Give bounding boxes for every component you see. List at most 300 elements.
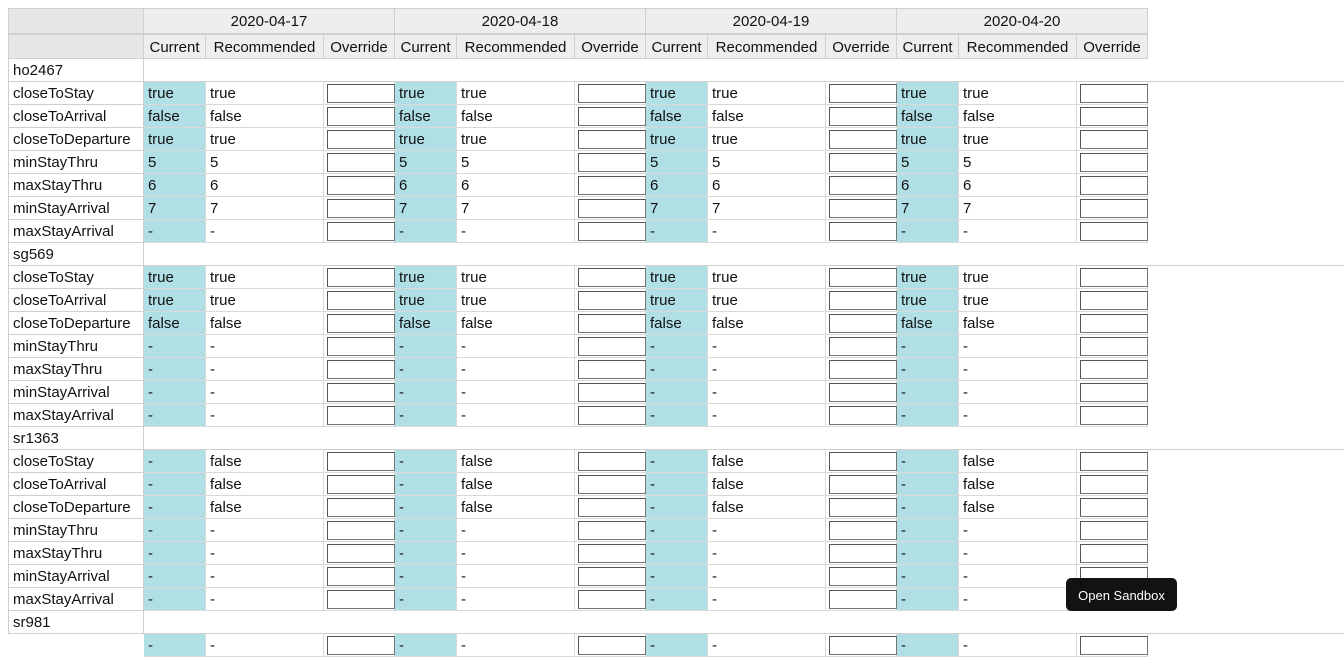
override-cell	[826, 128, 897, 151]
override-cell	[826, 220, 897, 243]
override-cell	[575, 174, 646, 197]
override-cell	[575, 450, 646, 473]
override-input[interactable]	[327, 452, 395, 471]
override-input[interactable]	[1080, 107, 1148, 126]
override-cell	[1077, 174, 1148, 197]
override-input[interactable]	[578, 360, 646, 379]
override-input[interactable]	[1080, 153, 1148, 172]
row-label: closeToArrival	[8, 473, 144, 496]
row-label: minStayArrival	[8, 381, 144, 404]
current-value: true	[646, 266, 708, 289]
current-value: -	[395, 542, 457, 565]
override-input[interactable]	[1080, 544, 1148, 563]
override-cell	[575, 289, 646, 312]
override-cell	[324, 266, 395, 289]
override-input[interactable]	[327, 383, 395, 402]
override-input[interactable]	[327, 636, 395, 655]
recommended-value: -	[206, 542, 324, 565]
recommended-value: 5	[708, 151, 826, 174]
table-row	[144, 335, 1344, 358]
recommended-value: -	[457, 588, 575, 611]
override-cell	[1077, 128, 1148, 151]
override-input[interactable]	[327, 498, 395, 517]
recommended-value: false	[206, 105, 324, 128]
override-input[interactable]	[578, 544, 646, 563]
current-value: -	[897, 450, 959, 473]
override-input[interactable]	[327, 521, 395, 540]
override-input[interactable]	[1080, 337, 1148, 356]
recommended-value: true	[959, 289, 1077, 312]
override-input[interactable]	[1080, 130, 1148, 149]
current-value: -	[646, 335, 708, 358]
override-input[interactable]	[578, 452, 646, 471]
override-cell	[826, 519, 897, 542]
recommended-value: -	[708, 358, 826, 381]
override-cell	[1077, 473, 1148, 496]
column-header-current: Current	[395, 34, 457, 59]
table-row	[144, 634, 1344, 657]
override-cell	[826, 266, 897, 289]
override-cell	[575, 588, 646, 611]
override-input[interactable]	[1080, 498, 1148, 517]
corner-header-top	[8, 8, 144, 34]
override-input[interactable]	[578, 475, 646, 494]
override-input[interactable]	[829, 222, 897, 241]
group-row	[144, 611, 1344, 634]
current-value: false	[897, 312, 959, 335]
current-value: -	[897, 358, 959, 381]
override-cell	[324, 312, 395, 335]
recommended-value: true	[206, 128, 324, 151]
recommended-value: true	[206, 289, 324, 312]
override-input[interactable]	[1080, 360, 1148, 379]
override-input[interactable]	[1080, 84, 1148, 103]
override-cell	[324, 105, 395, 128]
recommended-value: false	[206, 312, 324, 335]
recommended-value: -	[206, 519, 324, 542]
override-input[interactable]	[1080, 383, 1148, 402]
row-label: minStayThru	[8, 519, 144, 542]
override-input[interactable]	[829, 590, 897, 609]
override-input[interactable]	[578, 107, 646, 126]
current-value: true	[395, 82, 457, 105]
override-input[interactable]	[578, 498, 646, 517]
override-input[interactable]	[327, 406, 395, 425]
current-value: -	[395, 634, 457, 657]
override-cell	[1077, 266, 1148, 289]
override-input[interactable]	[1080, 222, 1148, 241]
recommended-value: false	[206, 496, 324, 519]
override-input[interactable]	[829, 199, 897, 218]
current-value: -	[646, 358, 708, 381]
table-row	[144, 197, 1344, 220]
override-cell	[324, 588, 395, 611]
current-value: -	[646, 404, 708, 427]
current-value: true	[144, 128, 206, 151]
current-value: 7	[144, 197, 206, 220]
current-value: -	[897, 565, 959, 588]
current-value: true	[144, 289, 206, 312]
override-cell	[1077, 151, 1148, 174]
recommended-value: -	[708, 588, 826, 611]
override-input[interactable]	[829, 406, 897, 425]
corner-header-bottom	[8, 34, 144, 59]
override-input[interactable]	[327, 153, 395, 172]
recommended-value: true	[457, 128, 575, 151]
override-input[interactable]	[578, 268, 646, 287]
override-input[interactable]	[829, 383, 897, 402]
override-input[interactable]	[327, 567, 395, 586]
current-value: 7	[395, 197, 457, 220]
override-cell	[324, 450, 395, 473]
override-input[interactable]	[1080, 475, 1148, 494]
current-value: -	[395, 519, 457, 542]
row-label: closeToArrival	[8, 289, 144, 312]
override-input[interactable]	[327, 130, 395, 149]
recommended-value: true	[457, 82, 575, 105]
override-input[interactable]	[829, 475, 897, 494]
override-cell	[575, 220, 646, 243]
recommended-value: -	[206, 220, 324, 243]
group-row	[144, 59, 1344, 82]
override-input[interactable]	[829, 84, 897, 103]
row-labels	[8, 59, 144, 634]
override-input[interactable]	[327, 337, 395, 356]
override-input[interactable]	[327, 544, 395, 563]
override-cell	[1077, 634, 1148, 657]
override-cell	[826, 450, 897, 473]
current-value: -	[144, 358, 206, 381]
override-input[interactable]	[327, 176, 395, 195]
recommended-value: 7	[708, 197, 826, 220]
override-input[interactable]	[578, 590, 646, 609]
row-label: maxStayThru	[8, 174, 144, 197]
recommended-value: true	[708, 266, 826, 289]
override-input[interactable]	[578, 636, 646, 655]
recommended-value: -	[708, 565, 826, 588]
table-row	[144, 473, 1344, 496]
override-input[interactable]	[829, 176, 897, 195]
recommended-value: -	[206, 358, 324, 381]
recommended-value: 5	[206, 151, 324, 174]
override-cell	[826, 473, 897, 496]
override-input[interactable]	[327, 199, 395, 218]
recommended-value: false	[457, 450, 575, 473]
current-value: -	[144, 634, 206, 657]
override-cell	[1077, 358, 1148, 381]
override-cell	[575, 335, 646, 358]
recommended-value: -	[457, 335, 575, 358]
group-label: sr981	[8, 611, 144, 634]
recommended-value: -	[959, 335, 1077, 358]
recommended-value: true	[708, 82, 826, 105]
group-row	[144, 243, 1344, 266]
recommended-value: 7	[457, 197, 575, 220]
current-value: 7	[646, 197, 708, 220]
row-label: maxStayThru	[8, 542, 144, 565]
override-input[interactable]	[327, 107, 395, 126]
recommended-value: false	[708, 312, 826, 335]
recommended-value: -	[959, 588, 1077, 611]
open-sandbox-button[interactable]: Open Sandbox	[1066, 578, 1177, 611]
table-row	[144, 128, 1344, 151]
override-cell	[1077, 82, 1148, 105]
row-label: minStayArrival	[8, 197, 144, 220]
override-cell	[1077, 450, 1148, 473]
recommended-value: 6	[457, 174, 575, 197]
recommended-value: false	[708, 496, 826, 519]
current-value: 6	[395, 174, 457, 197]
override-input[interactable]	[327, 314, 395, 333]
recommended-value: false	[959, 312, 1077, 335]
override-cell	[575, 473, 646, 496]
override-input[interactable]	[829, 498, 897, 517]
override-cell	[1077, 335, 1148, 358]
grid-body	[144, 59, 1344, 657]
override-cell	[826, 82, 897, 105]
date-header-row	[144, 8, 1344, 34]
recommended-value: 7	[959, 197, 1077, 220]
override-input[interactable]	[829, 130, 897, 149]
override-cell	[1077, 404, 1148, 427]
current-value: -	[646, 381, 708, 404]
current-value: -	[144, 381, 206, 404]
override-input[interactable]	[829, 153, 897, 172]
column-header-current: Current	[897, 34, 959, 59]
recommended-value: -	[457, 519, 575, 542]
override-input[interactable]	[578, 406, 646, 425]
override-input[interactable]	[829, 107, 897, 126]
column-header-row	[144, 34, 1344, 59]
override-input[interactable]	[829, 544, 897, 563]
override-input[interactable]	[578, 153, 646, 172]
override-cell	[575, 519, 646, 542]
table-row	[144, 174, 1344, 197]
row-label: closeToArrival	[8, 105, 144, 128]
override-input[interactable]	[327, 360, 395, 379]
recommended-value: -	[457, 358, 575, 381]
override-input[interactable]	[327, 291, 395, 310]
current-value: -	[646, 542, 708, 565]
column-header-override: Override	[324, 34, 395, 59]
current-value: -	[395, 381, 457, 404]
override-input[interactable]	[578, 84, 646, 103]
current-value: -	[395, 358, 457, 381]
override-input[interactable]	[829, 521, 897, 540]
override-cell	[1077, 105, 1148, 128]
recommended-value: false	[708, 450, 826, 473]
override-input[interactable]	[578, 176, 646, 195]
current-value: -	[897, 634, 959, 657]
current-value: true	[897, 289, 959, 312]
recommended-value: false	[457, 105, 575, 128]
recommended-value: false	[457, 312, 575, 335]
override-cell	[826, 151, 897, 174]
override-input[interactable]	[1080, 406, 1148, 425]
current-value: -	[646, 519, 708, 542]
recommended-value: -	[457, 220, 575, 243]
override-input[interactable]	[578, 130, 646, 149]
recommended-value: true	[959, 266, 1077, 289]
current-value: -	[646, 220, 708, 243]
current-value: true	[144, 266, 206, 289]
override-input[interactable]	[829, 360, 897, 379]
override-input[interactable]	[1080, 452, 1148, 471]
override-cell	[575, 404, 646, 427]
recommended-value: false	[959, 473, 1077, 496]
current-value: -	[897, 496, 959, 519]
override-cell	[1077, 197, 1148, 220]
current-value: -	[646, 496, 708, 519]
override-cell	[575, 266, 646, 289]
table-row	[144, 381, 1344, 404]
recommended-value: -	[959, 519, 1077, 542]
override-input[interactable]	[578, 222, 646, 241]
recommended-value: -	[457, 404, 575, 427]
current-value: -	[897, 335, 959, 358]
override-input[interactable]	[327, 268, 395, 287]
override-cell	[1077, 542, 1148, 565]
table-row	[144, 151, 1344, 174]
current-value: -	[897, 542, 959, 565]
column-header-override: Override	[575, 34, 646, 59]
override-input[interactable]	[327, 475, 395, 494]
override-input[interactable]	[327, 84, 395, 103]
recommended-value: -	[959, 542, 1077, 565]
recommended-value: -	[708, 404, 826, 427]
recommended-value: -	[457, 634, 575, 657]
recommended-value: -	[959, 404, 1077, 427]
override-cell	[575, 151, 646, 174]
override-cell	[826, 335, 897, 358]
recommended-value: 5	[959, 151, 1077, 174]
current-value: -	[897, 220, 959, 243]
override-cell	[826, 404, 897, 427]
override-input[interactable]	[1080, 291, 1148, 310]
override-cell	[575, 82, 646, 105]
table-row	[144, 312, 1344, 335]
column-header-override: Override	[1077, 34, 1148, 59]
current-value: false	[395, 105, 457, 128]
current-value: -	[897, 519, 959, 542]
recommended-value: true	[708, 289, 826, 312]
recommended-value: false	[708, 473, 826, 496]
recommended-value: -	[708, 381, 826, 404]
override-input[interactable]	[327, 590, 395, 609]
override-cell	[826, 312, 897, 335]
current-value: 5	[395, 151, 457, 174]
override-cell	[826, 634, 897, 657]
override-input[interactable]	[578, 337, 646, 356]
current-value: 5	[144, 151, 206, 174]
override-input[interactable]	[829, 337, 897, 356]
group-row	[144, 427, 1344, 450]
override-input[interactable]	[578, 567, 646, 586]
override-cell	[324, 335, 395, 358]
recommended-value: 5	[457, 151, 575, 174]
row-label: minStayThru	[8, 335, 144, 358]
override-input[interactable]	[1080, 176, 1148, 195]
current-value: true	[395, 289, 457, 312]
recommended-value: 6	[708, 174, 826, 197]
override-input[interactable]	[829, 291, 897, 310]
recommended-value: false	[457, 473, 575, 496]
override-input[interactable]	[1080, 636, 1148, 655]
override-input[interactable]	[829, 268, 897, 287]
override-cell	[1077, 312, 1148, 335]
override-input[interactable]	[1080, 268, 1148, 287]
column-header-recommended: Recommended	[206, 34, 324, 59]
override-cell	[1077, 220, 1148, 243]
override-input[interactable]	[829, 636, 897, 655]
current-value: true	[144, 82, 206, 105]
override-cell	[826, 358, 897, 381]
row-label-column	[8, 8, 144, 634]
recommended-value: -	[708, 519, 826, 542]
override-input[interactable]	[829, 452, 897, 471]
row-label: maxStayArrival	[8, 588, 144, 611]
override-input[interactable]	[578, 314, 646, 333]
recommended-value: -	[457, 565, 575, 588]
row-label: maxStayThru	[8, 358, 144, 381]
date-header: 2020-04-20	[897, 8, 1148, 34]
current-value: 6	[144, 174, 206, 197]
current-value: -	[646, 634, 708, 657]
recommended-value: 6	[959, 174, 1077, 197]
current-value: false	[144, 105, 206, 128]
recommended-value: true	[708, 128, 826, 151]
override-input[interactable]	[327, 222, 395, 241]
table-row	[144, 105, 1344, 128]
recommended-value: true	[959, 128, 1077, 151]
current-value: -	[395, 473, 457, 496]
override-input[interactable]	[829, 567, 897, 586]
current-value: true	[897, 128, 959, 151]
recommended-value: -	[959, 634, 1077, 657]
recommended-value: -	[708, 542, 826, 565]
override-input[interactable]	[1080, 199, 1148, 218]
recommended-value: -	[959, 220, 1077, 243]
current-value: false	[395, 312, 457, 335]
table-row	[144, 404, 1344, 427]
override-input[interactable]	[1080, 314, 1148, 333]
override-cell	[324, 496, 395, 519]
current-value: true	[897, 82, 959, 105]
current-value: true	[646, 289, 708, 312]
current-value: true	[646, 82, 708, 105]
recommended-value: true	[206, 266, 324, 289]
table-row	[144, 358, 1344, 381]
current-value: -	[395, 588, 457, 611]
override-input[interactable]	[578, 521, 646, 540]
override-input[interactable]	[578, 291, 646, 310]
override-input[interactable]	[1080, 521, 1148, 540]
current-value: 6	[897, 174, 959, 197]
row-label: maxStayArrival	[8, 220, 144, 243]
recommended-value: true	[457, 289, 575, 312]
override-input[interactable]	[578, 199, 646, 218]
current-value: -	[395, 496, 457, 519]
table-row	[144, 519, 1344, 542]
override-cell	[575, 565, 646, 588]
recommended-value: true	[457, 266, 575, 289]
recommended-value: -	[959, 381, 1077, 404]
recommended-value: -	[206, 381, 324, 404]
current-value: 5	[646, 151, 708, 174]
override-input[interactable]	[829, 314, 897, 333]
row-label: closeToStay	[8, 266, 144, 289]
override-input[interactable]	[578, 383, 646, 402]
